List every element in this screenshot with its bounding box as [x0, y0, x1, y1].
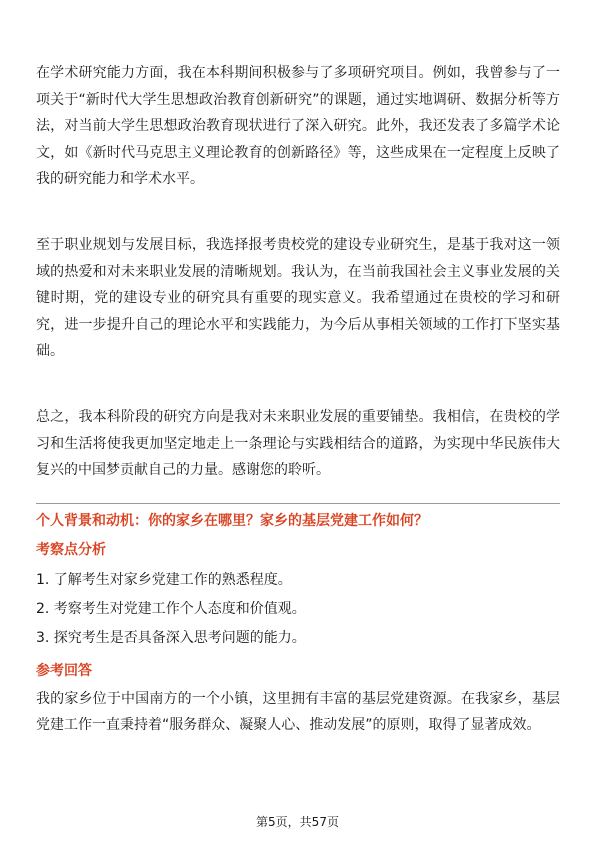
page-number-footer: 第5页，共57页: [256, 815, 339, 829]
analysis-list: [36, 566, 560, 653]
paragraph-conclusion: 总之，我本科阶段的研究方向是我对未来职业发展的重要铺垫。我相信，在贵校的学习和生活将使我更加坚定地走上一条理论与实践相结合的道路，为实现中华民族伟大复兴的中国梦贡献自己的力量。感谢您的聆听。: [36, 409, 560, 478]
list-item: 3. 探究考生是否具备深入思考问题的能力。: [36, 630, 306, 646]
question-title: 个人背景和动机：你的家乡在哪里？家乡的基层党建工作如何？: [36, 513, 428, 529]
list-item: 1. 了解考生对家乡党建工作的熟悉程度。: [36, 572, 292, 588]
paragraph-career-plan: 至于职业规划与发展目标，我选择报考贵校党的建设专业研究生，是基于我对这一领域的热爱和对未来职业发展的清晰规划。我认为，在当前我国社会主义事业发展的关键时期，党的建设专业的研究具有重要的现实意义。我希望通过在贵校的学习和研究，进一步提升自己的理论水平和实践能力，为今后从事相关领域的工作打下坚实基础。: [36, 237, 560, 359]
list-item: 2. 考察考生对党建工作个人态度和价值观。: [36, 601, 306, 617]
paragraph-research-ability: 在学术研究能力方面，我在本科期间积极参与了多项研究项目。例如，我曾参与了一项关于“新时代大学生思想政治教育创新研究”的课题，通过实地调研、数据分析等方法，对当前大学生思想政治教育现状进行了深入研究。此外，我还发表了多篇学术论文，如《新时代马克思主义理论教育的创新路径》等，这些成果在一定程度上反映了我的研究能力和学术水平。: [36, 65, 560, 187]
section-divider: [36, 503, 560, 504]
answer-text: 我的家乡位于中国南方的一个小镇，这里拥有丰富的基层党建资源。在我家乡，基层党建工作一直秉持着“服务群众、凝聚人心、推动发展”的原则，取得了显著成效。: [36, 691, 560, 733]
answer-heading: 参考回答: [36, 663, 92, 679]
analysis-heading: 考察点分析: [36, 542, 106, 558]
